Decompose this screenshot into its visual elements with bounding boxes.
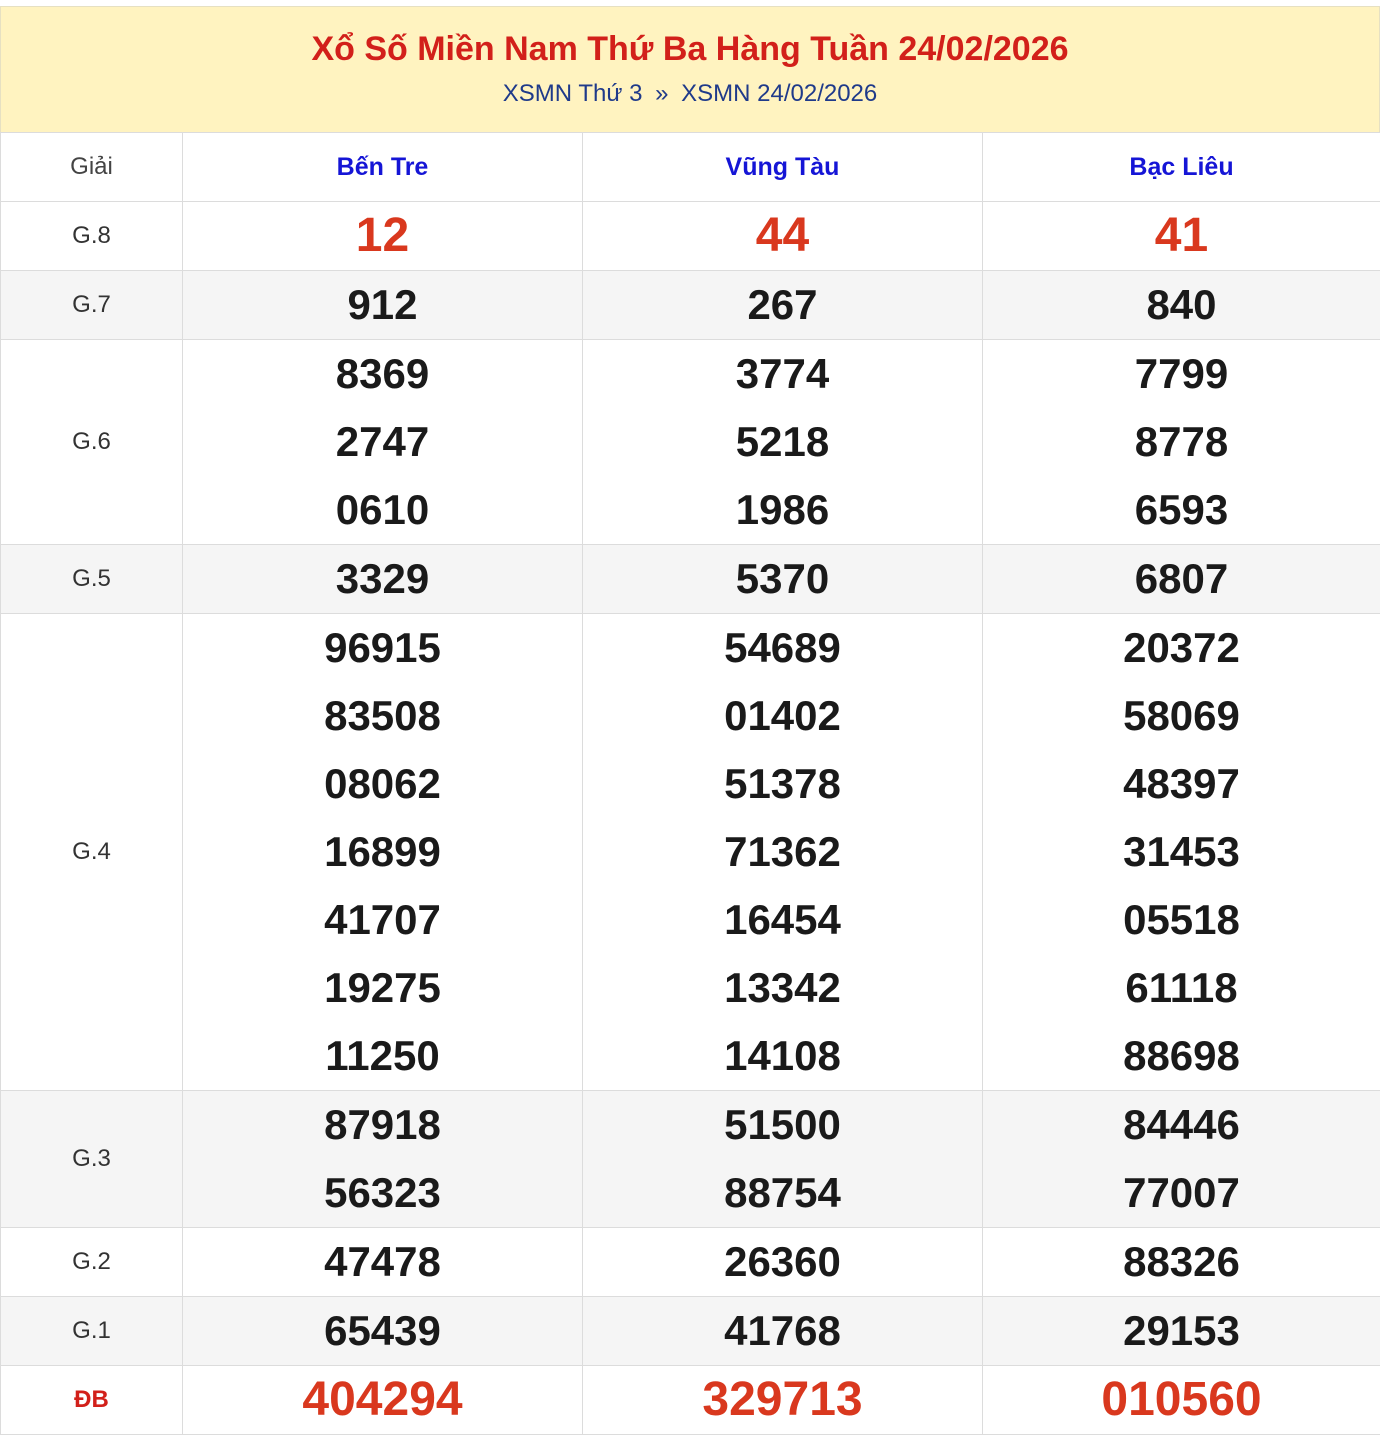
result-number: 01402 xyxy=(724,692,841,739)
prize-row xyxy=(1,1366,1380,1435)
result-number: 840 xyxy=(1146,281,1217,328)
result-number: 3329 xyxy=(335,555,430,602)
result-cell xyxy=(183,1091,583,1228)
result-number: 29153 xyxy=(1123,1307,1240,1354)
result-number: 56323 xyxy=(324,1169,441,1216)
result-cell xyxy=(583,202,983,271)
prize-label: G.3 xyxy=(1,1091,183,1228)
result-number: 31453 xyxy=(1123,828,1240,875)
result-number: 6807 xyxy=(1134,555,1229,602)
prize-row xyxy=(1,545,1380,614)
results-header xyxy=(0,6,1380,132)
result-number: 912 xyxy=(347,281,418,328)
result-number: 41768 xyxy=(724,1307,841,1354)
result-number: 3774 xyxy=(735,350,830,397)
province-header[interactable]: Bạc Liêu xyxy=(983,133,1380,202)
prize-row xyxy=(1,340,1380,545)
result-cell xyxy=(183,202,583,271)
result-cell xyxy=(983,1091,1380,1228)
result-number: 61118 xyxy=(1125,964,1238,1011)
result-number: 329713 xyxy=(702,1373,863,1426)
result-cell xyxy=(983,271,1380,340)
result-number: 8778 xyxy=(1134,418,1229,465)
result-number: 14108 xyxy=(724,1032,841,1079)
result-number: 010560 xyxy=(1101,1373,1262,1426)
breadcrumb xyxy=(1,79,1379,109)
result-number: 16899 xyxy=(324,828,441,875)
result-number: 87918 xyxy=(324,1101,441,1148)
result-number: 47478 xyxy=(324,1238,441,1285)
result-cell xyxy=(183,1366,583,1435)
prize-row xyxy=(1,1228,1380,1297)
result-number: 08062 xyxy=(324,760,441,807)
result-cell xyxy=(183,1297,583,1366)
result-cell xyxy=(583,1228,983,1297)
result-number: 6593 xyxy=(1134,486,1229,533)
result-cell xyxy=(583,545,983,614)
prize-column-header: Giải xyxy=(1,133,183,202)
province-header[interactable]: Bến Tre xyxy=(183,133,583,202)
province-header[interactable]: Vũng Tàu xyxy=(583,133,983,202)
results-table xyxy=(0,132,1380,1435)
result-cell xyxy=(583,1366,983,1435)
result-number: 71362 xyxy=(724,828,841,875)
result-number: 88326 xyxy=(1123,1238,1240,1285)
result-cell xyxy=(983,340,1380,545)
result-cell xyxy=(183,271,583,340)
result-number: 5218 xyxy=(735,418,830,465)
table-header-row xyxy=(1,133,1380,202)
breadcrumb-link-weekday[interactable]: XSMN Thứ 3 xyxy=(502,80,643,107)
result-cell xyxy=(983,614,1380,1091)
result-number: 26360 xyxy=(724,1238,841,1285)
result-cell xyxy=(583,340,983,545)
prize-row xyxy=(1,1297,1380,1366)
prize-label: G.2 xyxy=(1,1228,183,1297)
result-number: 1986 xyxy=(735,486,830,533)
result-cell xyxy=(183,340,583,545)
result-cell xyxy=(983,545,1380,614)
result-cell xyxy=(183,545,583,614)
result-number: 16454 xyxy=(724,896,841,943)
result-number: 65439 xyxy=(324,1307,441,1354)
prize-row xyxy=(1,614,1380,1091)
result-cell xyxy=(983,1366,1380,1435)
prize-label: ĐB xyxy=(1,1366,183,1435)
prize-label: G.4 xyxy=(1,614,183,1091)
result-number: 19275 xyxy=(324,964,441,1011)
prize-label: G.8 xyxy=(1,202,183,271)
result-number: 77007 xyxy=(1123,1169,1240,1216)
result-number: 84446 xyxy=(1123,1101,1240,1148)
result-cell xyxy=(583,1091,983,1228)
result-cell xyxy=(183,1228,583,1297)
result-number: 13342 xyxy=(724,964,841,1011)
result-number: 44 xyxy=(755,209,810,262)
result-cell xyxy=(583,1297,983,1366)
result-cell xyxy=(983,1228,1380,1297)
result-number: 88754 xyxy=(724,1169,841,1216)
result-number: 96915 xyxy=(324,624,441,671)
prize-row xyxy=(1,271,1380,340)
prize-label: G.5 xyxy=(1,545,183,614)
result-number: 88698 xyxy=(1123,1032,1240,1079)
result-cell xyxy=(983,202,1380,271)
result-number: 404294 xyxy=(302,1373,463,1426)
page-title: Xổ Số Miền Nam Thứ Ba Hàng Tuần 24/02/2026 xyxy=(311,30,1069,68)
result-number: 11250 xyxy=(325,1032,440,1079)
result-number: 267 xyxy=(747,281,818,328)
result-number: 05518 xyxy=(1123,896,1240,943)
result-number: 8369 xyxy=(335,350,430,397)
prize-row xyxy=(1,1091,1380,1228)
result-number: 7799 xyxy=(1134,350,1229,397)
result-number: 20372 xyxy=(1123,624,1240,671)
results-panel xyxy=(0,6,1380,1435)
prize-row xyxy=(1,202,1380,271)
result-cell xyxy=(583,271,983,340)
result-number: 0610 xyxy=(335,486,430,533)
result-cell xyxy=(983,1297,1380,1366)
result-cell xyxy=(583,614,983,1091)
result-number: 83508 xyxy=(324,692,441,739)
prize-label: G.1 xyxy=(1,1297,183,1366)
breadcrumb-separator: » xyxy=(655,80,669,107)
prize-label: G.6 xyxy=(1,340,183,545)
result-number: 41 xyxy=(1154,209,1209,262)
result-number: 51500 xyxy=(724,1101,841,1148)
result-number: 2747 xyxy=(335,418,430,465)
result-number: 58069 xyxy=(1123,692,1240,739)
result-number: 41707 xyxy=(324,896,441,943)
prize-label: G.7 xyxy=(1,271,183,340)
result-cell xyxy=(183,614,583,1091)
result-number: 51378 xyxy=(724,760,841,807)
result-number: 5370 xyxy=(735,555,830,602)
result-number: 12 xyxy=(355,209,410,262)
result-number: 48397 xyxy=(1123,760,1240,807)
result-number: 54689 xyxy=(724,624,841,671)
breadcrumb-link-date[interactable]: XSMN 24/02/2026 xyxy=(681,80,878,107)
